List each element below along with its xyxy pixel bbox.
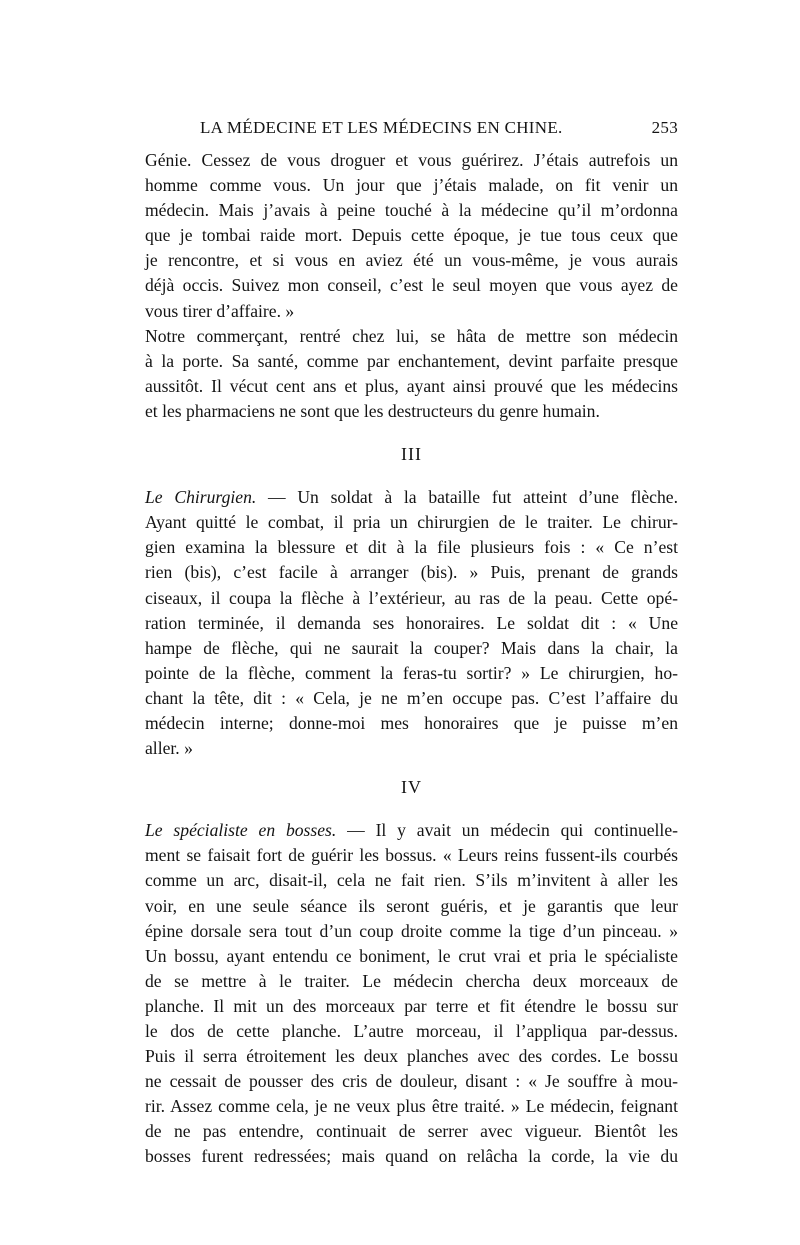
- text-line: comme un arc, disait-il, cela ne fait rien. S’ils m’invitent à aller les: [145, 870, 678, 891]
- text-line: ment se faisait fort de guérir les bossus. « Leurs reins fussent-ils courbés: [145, 845, 678, 866]
- text-line: aller. »: [145, 738, 193, 759]
- text-line: pointe de la flèche, comment la feras-tu sortir? » Le chirurgien, ho-: [145, 662, 678, 683]
- text-line: Puis il serra étroitement les deux planches avec des cordes. Le bossu: [145, 1046, 678, 1067]
- text-line: déjà occis. Suivez mon conseil, c’est le seul moyen que vous ayez de: [145, 275, 678, 296]
- text-line: Un bossu, ayant entendu ce boniment, le crut vrai et pria le spécialiste: [145, 945, 678, 966]
- text-line: hampe de flèche, qui ne saurait la couper? Mais dans la chair, la: [145, 637, 678, 658]
- text-line: et les pharmaciens ne sont que les destructeurs du genre humain.: [145, 400, 600, 421]
- text-line: gien examina la blessure et dit à la file plusieurs fois : « Ce n’est: [145, 537, 678, 558]
- section-numeral-iii: III: [401, 444, 422, 465]
- text-line: rir. Assez comme cela, je ne veux plus être traité. » Le médecin, feignant: [145, 1096, 678, 1117]
- section-iii-paragraph: [145, 485, 678, 761]
- text-line: le dos de cette planche. L’autre morceau, il l’appliqua par-dessus.: [145, 1021, 678, 1041]
- text-line: voir, en une seule séance ils seront guéris, et je garantis que leur: [145, 895, 678, 916]
- text-line: de ne pas entendre, continuait de serrer avec vigueur. Bientôt les: [145, 1121, 678, 1142]
- text-line: Notre commerçant, rentré chez lui, se hâta de mettre son médecin: [145, 325, 678, 346]
- section-iv-paragraph: [145, 818, 678, 1169]
- story2-moral-paragraph: [145, 324, 678, 424]
- page-number: 253: [651, 118, 678, 137]
- text-line: épine dorsale sera tout d’un coup droite comme la tige d’un pinceau. »: [145, 920, 678, 941]
- section-iii-title: Le Chirurgien.: [145, 487, 257, 508]
- running-title: LA MÉDECINE ET LES MÉDECINS EN CHINE.: [200, 118, 563, 137]
- text-line: planche. Il mit un des morceaux par terre et fit étendre le bossu sur: [145, 995, 678, 1016]
- running-header: [145, 118, 678, 144]
- text-line: Génie. Cessez de vous droguer et vous guérirez. J’étais autrefois un: [145, 150, 678, 170]
- text-line: médecin. Mais j’avais à peine touché à la médecine qu’il m’ordonna: [145, 200, 678, 221]
- text-line: ne cessait de pousser des cris de douleur, disant : « Je souffre à mou-: [145, 1071, 678, 1092]
- text-line: ciseaux, il coupa la flèche à l’extérieur, au ras de la peau. Cette opé-: [145, 587, 678, 608]
- text-line: rien (bis), c’est facile à arranger (bis). » Puis, prenant de grands: [145, 562, 678, 583]
- text-line: bosses furent redressées; mais quand on relâcha la corde, la vie du: [145, 1146, 678, 1167]
- story2-ending-paragraph: [145, 148, 678, 324]
- text-line: ration terminée, il demanda ses honoraires. Le soldat dit : « Une: [145, 612, 678, 633]
- text-line: de se mettre à le traiter. Le médecin chercha deux morceaux de: [145, 970, 678, 991]
- text-line: Ayant quitté le combat, il pria un chirurgien de le traiter. Le chirur-: [145, 512, 678, 533]
- page-body: [145, 148, 678, 1170]
- text-line: à la porte. Sa santé, comme par enchantement, devint parfaite presque: [145, 350, 678, 371]
- section-numeral-iv: IV: [401, 777, 422, 798]
- section-iv-title: Le spécialiste en bosses.: [145, 820, 337, 841]
- text-line: que je tombai raide mort. Depuis cette époque, je tue tous ceux que: [145, 225, 678, 246]
- text-line: chant la tête, dit : « Cela, je ne m’en occupe pas. C’est l’affaire du: [145, 687, 678, 708]
- text-line: Le spécialiste en bosses. — Il y avait un médecin qui continuelle-: [145, 820, 678, 841]
- text-line: homme comme vous. Un jour que j’étais malade, on fit venir un: [145, 175, 678, 196]
- text-line: médecin interne; donne-moi mes honoraires que je puisse m’en: [145, 712, 678, 733]
- text-line: Le Chirurgien. — Un soldat à la bataille fut atteint d’une flèche.: [145, 487, 678, 508]
- text-line: vous tirer d’affaire. »: [145, 300, 295, 321]
- text-line: aussitôt. Il vécut cent ans et plus, ayant ainsi prouvé que les médecins: [145, 375, 678, 396]
- text-line: je rencontre, et si vous en aviez été un vous-même, je vous aurais: [145, 250, 678, 271]
